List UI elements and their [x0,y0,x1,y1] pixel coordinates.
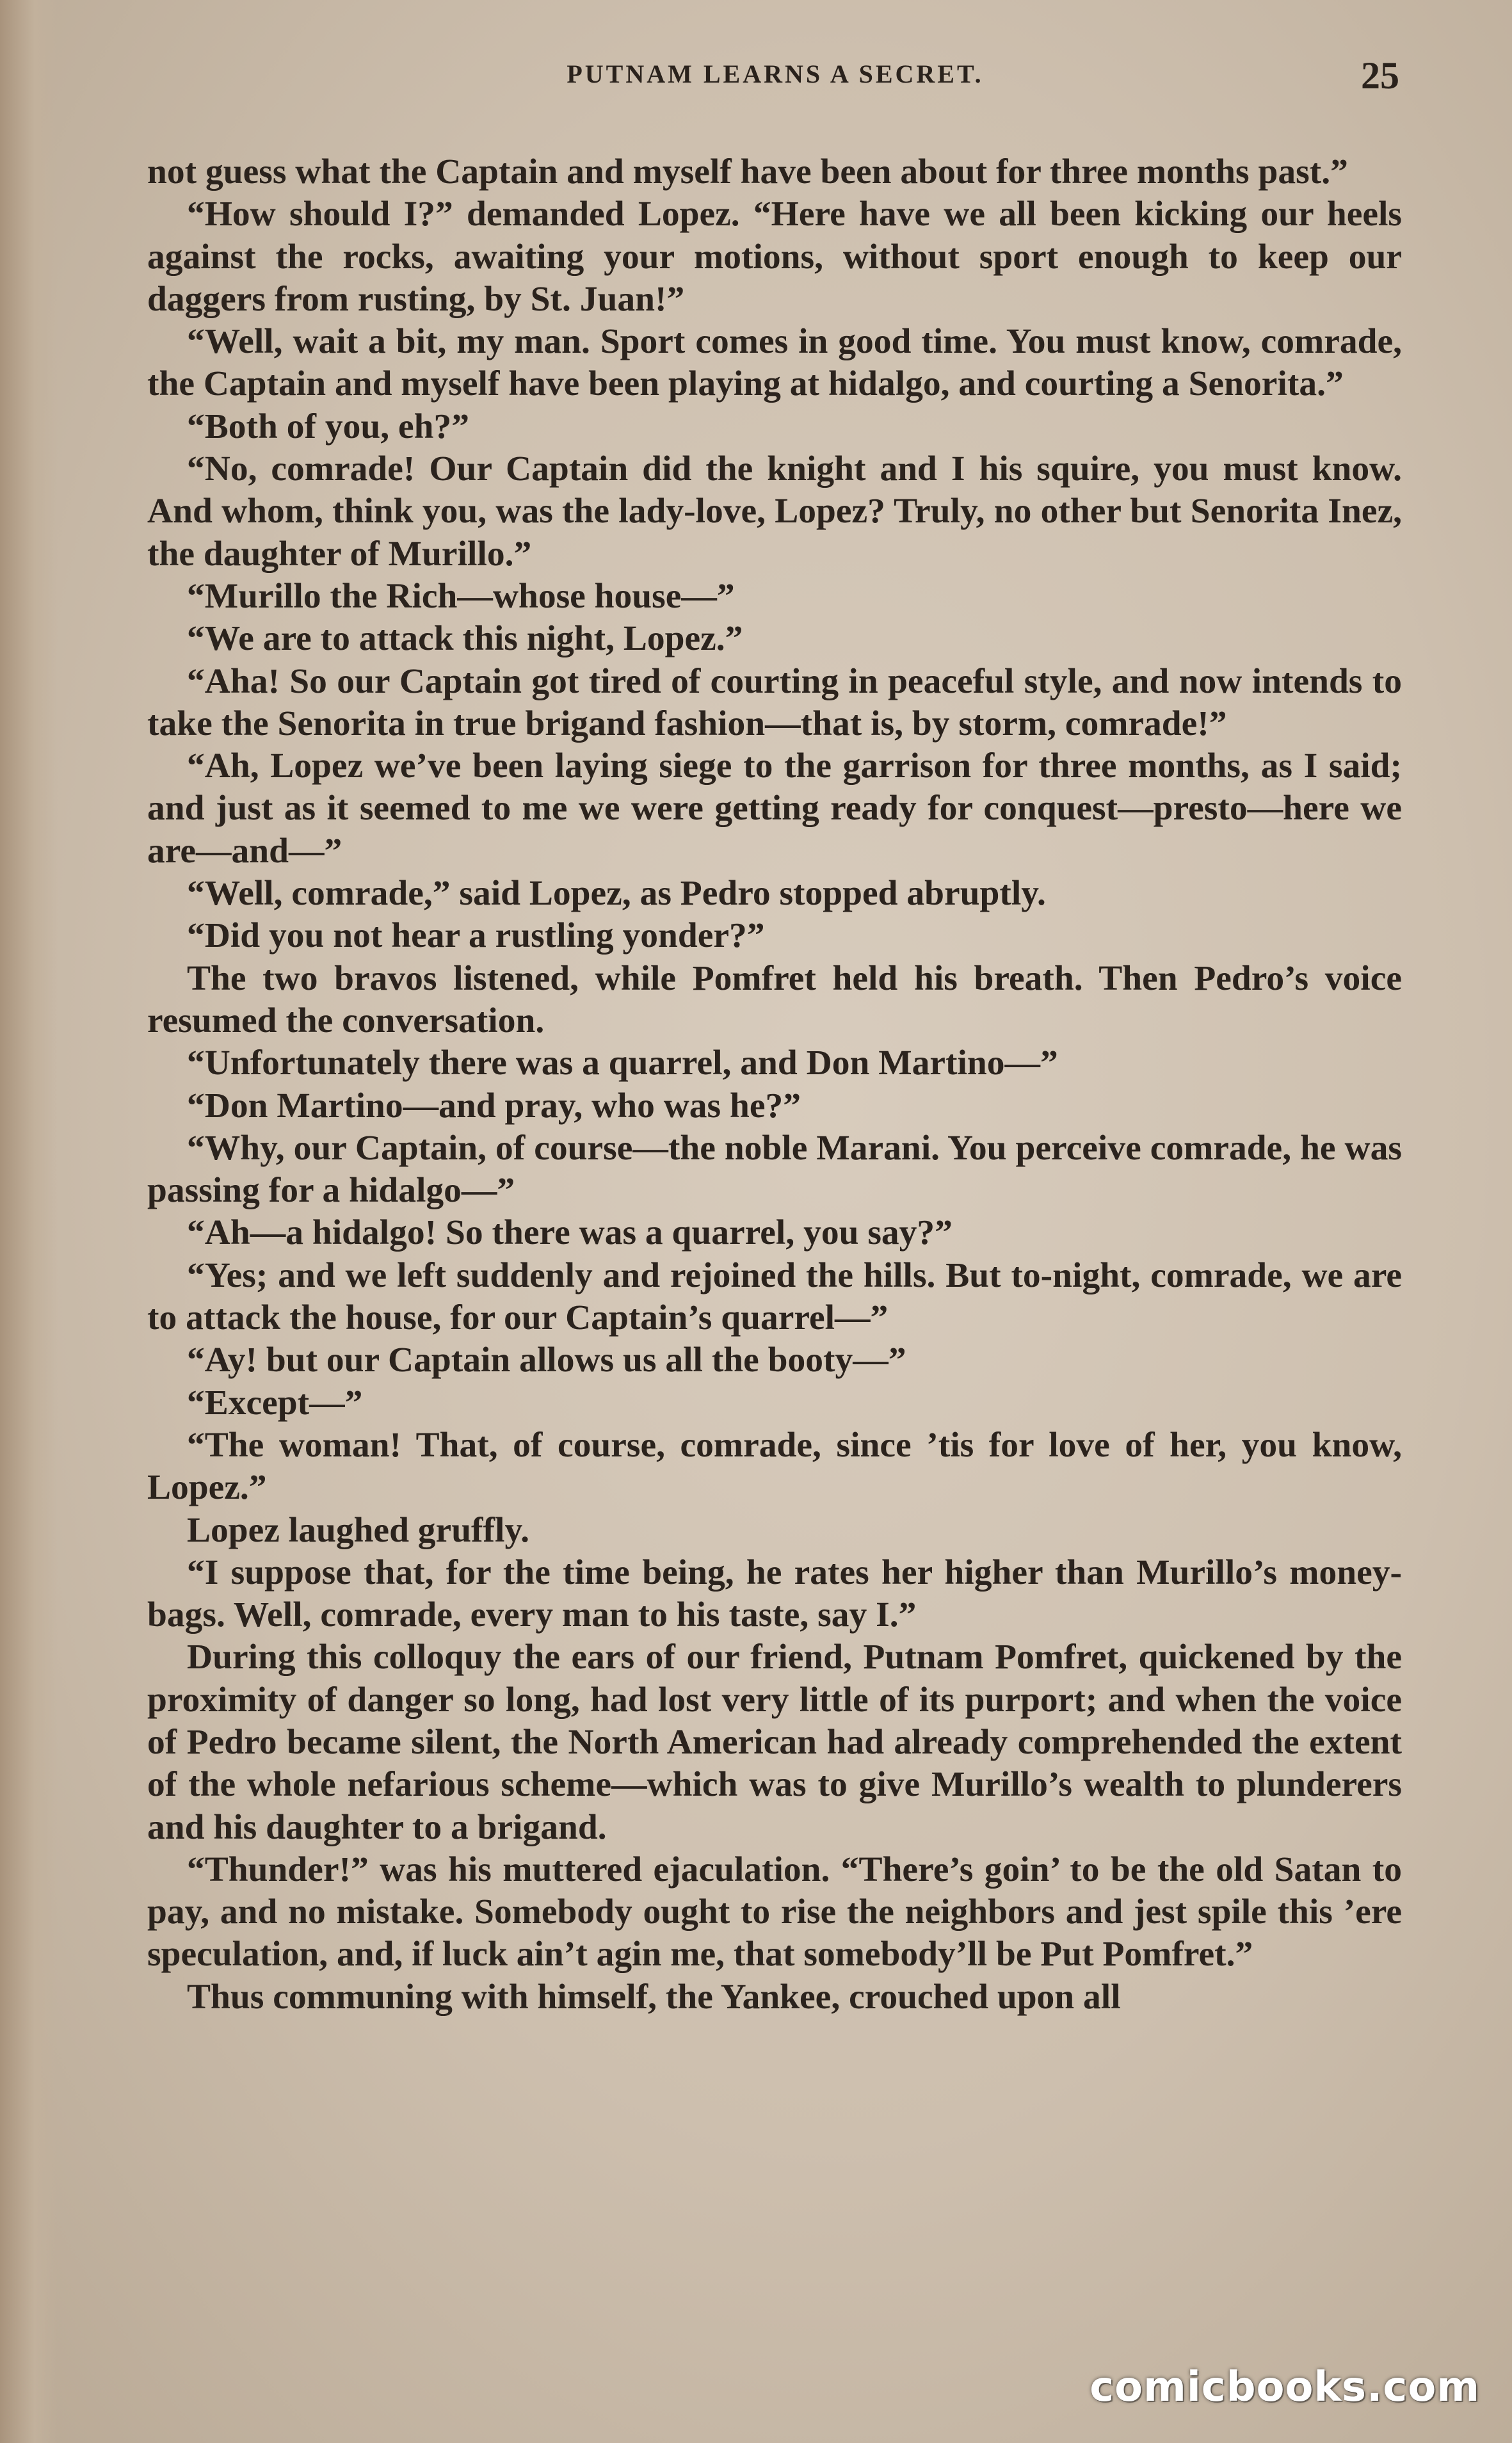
page-header [151,54,1399,104]
paragraph: “Thunder!” was his muttered ejaculation. “There’s goin’ to be the old Satan to pay, and no mistake. Somebody ought to rise the neighbors and jest spile this ’ere speculation, and, if luck ain’t agin me, that somebody’ll be Put Pomfret.” [147,1850,1402,1974]
paragraph: Lopez laughed gruffly. [187,1510,530,1550]
paragraph: “Well, comrade,” said Lopez, as Pedro stopped abruptly. [187,874,1046,914]
paragraph: The two bravos listened, while Pomfret held his breath. Then Pedro’s voice resumed the conversation. [147,958,1402,1040]
page-edge-shadow [0,0,58,2443]
paragraph: “Unfortunately there was a quarrel, and Don Martino—” [187,1044,1058,1083]
paragraph: Thus communing with himself, the Yankee, crouched upon all [187,1977,1121,2017]
page-number: 25 [1361,54,1399,97]
paragraph: “Why, our Captain, of course—the noble Marani. You perceive comrade, he was passing for a hidalgo—” [147,1128,1402,1211]
paragraph: “Ah, Lopez we’ve been laying siege to the garrison for three months, as I said; and just as it seemed to me we were getting ready for conquest—presto—here we are—and—” [147,746,1402,871]
paragraph: “Both of you, eh?” [187,407,469,446]
body-text [147,151,1402,2019]
paragraph: “Ay! but our Captain allows us all the booty—” [187,1341,906,1380]
paragraph: “How should I?” demanded Lopez. “Here have we all been kicking our heels against the rocks, awaiting your motions, without sport enough to keep our daggers from rusting, by St. Juan!” [147,195,1402,319]
paragraph: “Ah—a hidalgo! So there was a quarrel, you say?” [187,1213,953,1253]
paragraph: “Yes; and we left suddenly and rejoined the hills. But to-night, comrade, we are to attack the house, for our Captain’s quarrel—” [147,1255,1402,1338]
running-head: PUTNAM LEARNS A SECRET. [567,60,984,88]
paragraph: “We are to attack this night, Lopez.” [187,619,743,659]
paragraph: “I suppose that, for the time being, he rates her higher than Murillo’s money-bags. Well, comrade, every man to his taste, say I.” [147,1552,1402,1635]
paragraph: During this colloquy the ears of our friend, Putnam Pomfret, quickened by the proximity of danger so long, had lost very little of its purport; and when the voice of Pedro became silent, the North American had already comprehended the extent of the whole nefarious scheme—which was to give Murillo’s wealth to plunderers and his daughter to a brigand. [147,1638,1402,1847]
paragraph: “Except—” [187,1383,363,1423]
paragraph: “Murillo the Rich—whose house—” [187,576,735,616]
paragraph: “Aha! So our Captain got tired of courting in peaceful style, and now intends to take the Senorita in true brigand fashion—that is, by storm, comrade!” [147,661,1402,743]
paragraph: “No, comrade! Our Captain did the knight and I his squire, you must know. And whom, think you, was the lady-love, Lopez? Truly, no other but Senorita Inez, the daughter of Murillo.” [147,449,1402,574]
paragraph: “Did you not hear a rustling yonder?” [187,916,765,956]
paragraph: not guess what the Captain and myself have been about for three months past.” [147,152,1348,191]
site-watermark: comicbooks.com [1090,2364,1480,2411]
paragraph: “Don Martino—and pray, who was he?” [187,1086,801,1125]
paragraph: “The woman! That, of course, comrade, since ’tis for love of her, you know, Lopez.” [147,1425,1402,1508]
paragraph: “Well, wait a bit, my man. Sport comes in good time. You must know, comrade, the Captain and myself have been playing at hidalgo, and courting a Senorita.” [147,322,1402,404]
